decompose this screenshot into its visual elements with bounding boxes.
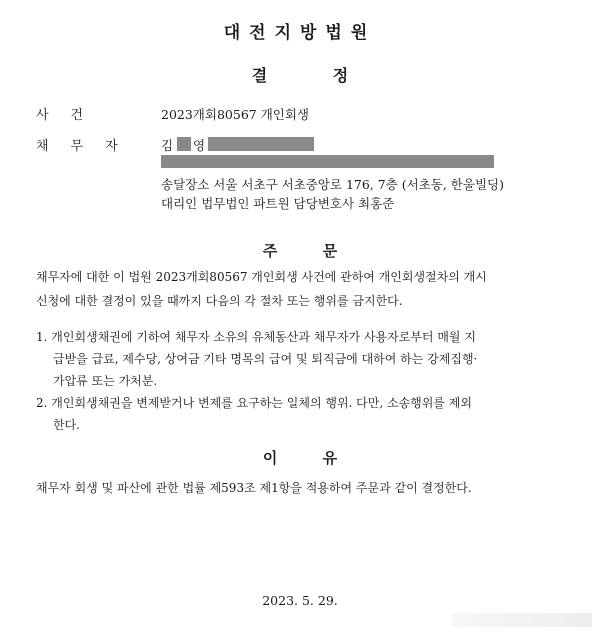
order-intro-line-2: 신청에 대한 결정이 있을 때까지 다음의 각 절차 또는 행위를 금지한다. [36, 294, 403, 308]
debtor-name-start: 김 [161, 138, 174, 153]
order-item-1-line-1: 1. 개인회생채권에 기하여 채무자 소유의 유체동산과 채무자가 사용자로부터 매월 지 [36, 330, 476, 344]
service-address: 송달장소 서울 서초구 서초중앙로 176, 7층 (서초동, 한울빌딩) [161, 177, 504, 192]
case-label: 사건 [36, 108, 106, 123]
case-number: 2023개회80567 개인회생 [161, 107, 309, 122]
order-item-1-line-3: 가압류 또는 가처분. [53, 374, 158, 388]
order-intro-line-1: 채무자에 대한 이 법원 2023개회80567 개인회생 사건에 관하여 개인회생절차의 개시 [36, 270, 487, 284]
debtor-name-end: 영 [193, 138, 206, 153]
order-item-2-line-1: 2. 개인회생채권을 변제받거나 변제를 요구하는 일체의 행위. 다만, 소송행위를 제외 [36, 396, 472, 410]
order-item-1-line-2: 급받을 급료, 제수당, 상여금 기타 명목의 급여 및 퇴직금에 대하여 하는 강제집행· [53, 352, 478, 366]
redacted-id [208, 137, 314, 151]
decision-date: 2023. 5. 29. [262, 593, 338, 608]
document-type: 결 정 [251, 66, 349, 85]
order-item-2-line-2: 한다. [53, 418, 80, 432]
court-name: 대전지방법원 [223, 23, 377, 43]
redacted-name-part [177, 137, 191, 151]
redacted-address [161, 155, 494, 168]
debtor-label: 채무자 [36, 139, 140, 154]
reason-text: 채무자 회생 및 파산에 관한 법률 제593조 제1항을 적용하여 주문과 같이 결정한다. [36, 481, 472, 495]
reason-heading: 이 유 [262, 449, 338, 467]
order-heading: 주 문 [262, 242, 338, 260]
watermark [452, 613, 592, 627]
legal-agent: 대리인 법무법인 파트원 담당변호사 최홍준 [161, 196, 395, 211]
